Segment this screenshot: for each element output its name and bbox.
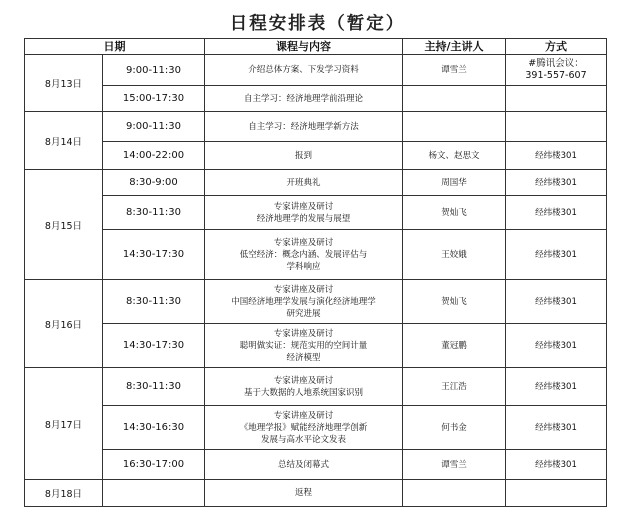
- content-line: 专家讲座及研讨: [273, 201, 334, 212]
- content-line: 返程: [294, 488, 312, 498]
- mode-line: 经纬楼301: [535, 207, 577, 218]
- content-cell: [205, 86, 403, 112]
- content-cell: [205, 368, 403, 406]
- time-cell: 8:30-11:30: [103, 368, 205, 406]
- mode-cell: [506, 324, 607, 368]
- content-cell: [205, 170, 403, 196]
- mode-cell: [506, 450, 607, 480]
- content-cell: [205, 480, 403, 507]
- mode-line: 经纬楼301: [535, 177, 577, 188]
- header-mode: 方式: [506, 39, 607, 55]
- host-cell: [403, 480, 506, 507]
- mode-cell: [506, 142, 607, 170]
- table-row: [25, 170, 607, 196]
- content-cell: [205, 142, 403, 170]
- table-row: [25, 55, 607, 86]
- time-cell: 14:30-17:30: [103, 324, 205, 368]
- time-cell: 16:30-17:00: [103, 450, 205, 480]
- schedule-table: [24, 38, 607, 507]
- date-cell: 8月17日: [25, 368, 103, 480]
- host-cell: 谭雪兰: [403, 450, 506, 480]
- content-cell: [205, 406, 403, 450]
- host-cell: [403, 112, 506, 142]
- content-line: 介绍总体方案、下发学习资料: [248, 65, 359, 75]
- content-line: 经济模型: [286, 352, 321, 363]
- host-cell: [403, 86, 506, 112]
- content-cell: [205, 112, 403, 142]
- header-content: 课程与内容: [205, 39, 403, 55]
- content-line: 专家讲座及研讨: [273, 237, 334, 248]
- mode-line: 经纬楼301: [535, 340, 577, 351]
- content-line: 研究进展: [286, 308, 321, 319]
- content-line: 自主学习：经济地理学新方法: [248, 121, 359, 132]
- schedule-body: [25, 55, 607, 507]
- date-cell: 8月18日: [25, 480, 103, 507]
- table-row: [25, 230, 607, 280]
- content-cell: [205, 196, 403, 230]
- time-cell: 14:30-17:30: [103, 230, 205, 280]
- content-line: 《地理学报》赋能经济地理学创新: [239, 422, 368, 433]
- content-line: 自主学习：经济地理学前沿理论: [243, 93, 363, 104]
- host-cell: 周国华: [403, 170, 506, 196]
- content-line: 学科响应: [286, 261, 321, 272]
- host-cell: 王江浩: [403, 368, 506, 406]
- table-row: [25, 480, 607, 507]
- page-title: 日程安排表（暂定）: [229, 14, 406, 34]
- mode-cell: [506, 368, 607, 406]
- date-cell: 8月15日: [25, 170, 103, 280]
- time-cell: 9:00-11:30: [103, 112, 205, 142]
- mode-cell: [506, 196, 607, 230]
- table-row: [25, 142, 607, 170]
- content-line: 低空经济：概念内涵、发展评估与: [239, 249, 368, 260]
- table-row: [25, 324, 607, 368]
- mode-line: 经纬楼301: [535, 422, 577, 433]
- table-row: [25, 368, 607, 406]
- content-line: 专家讲座及研讨: [273, 328, 334, 339]
- header-row: [25, 39, 607, 55]
- time-cell: 8:30-9:00: [103, 170, 205, 196]
- host-cell: 谭雪兰: [403, 55, 506, 86]
- time-cell: 14:30-16:30: [103, 406, 205, 450]
- time-cell: [103, 480, 205, 507]
- mode-line: 经纬楼301: [535, 296, 577, 307]
- content-line: 开班典礼: [286, 177, 321, 188]
- header-date: 日期: [25, 39, 205, 55]
- host-cell: 贺灿飞: [403, 196, 506, 230]
- content-line: 基于大数据的人地系统国家识别: [243, 387, 363, 398]
- mode-cell: [506, 86, 607, 112]
- mode-line: 经纬楼301: [535, 459, 577, 470]
- content-line: 中国经济地理学发展与演化经济地理学: [231, 296, 376, 307]
- host-cell: 王姣娥: [403, 230, 506, 280]
- table-row: [25, 280, 607, 324]
- mode-cell: [506, 55, 607, 86]
- content-line: 专家讲座及研讨: [273, 284, 334, 295]
- content-line: 专家讲座及研讨: [273, 410, 334, 421]
- content-cell: [205, 55, 403, 86]
- table-row: [25, 112, 607, 142]
- time-cell: 9:00-11:30: [103, 55, 205, 86]
- table-row: [25, 450, 607, 480]
- mode-line: 391-557-607: [525, 70, 587, 81]
- host-cell: 何书金: [403, 406, 506, 450]
- content-line: 聪明做实证：规范实用的空间计量: [239, 340, 368, 351]
- mode-cell: [506, 170, 607, 196]
- table-row: [25, 86, 607, 112]
- table-row: [25, 196, 607, 230]
- content-cell: [205, 450, 403, 480]
- date-cell: 8月16日: [25, 280, 103, 368]
- date-cell: 8月13日: [25, 55, 103, 112]
- mode-line: 经纬楼301: [535, 381, 577, 392]
- content-cell: [205, 324, 403, 368]
- time-cell: 15:00-17:30: [103, 86, 205, 112]
- mode-cell: [506, 280, 607, 324]
- host-cell: 杨文、赵思文: [403, 142, 506, 170]
- mode-line: #腾讯会议：: [528, 58, 584, 69]
- time-cell: 8:30-11:30: [103, 196, 205, 230]
- content-cell: [205, 280, 403, 324]
- mode-cell: [506, 230, 607, 280]
- content-line: 专家讲座及研讨: [273, 375, 334, 386]
- content-line: 总结及闭幕式: [277, 459, 329, 470]
- content-line: 发展与高水平论文发表: [260, 434, 346, 445]
- content-line: 报到: [294, 150, 312, 161]
- time-cell: 14:00-22:00: [103, 142, 205, 170]
- time-cell: 8:30-11:30: [103, 280, 205, 324]
- header-host: 主持/主讲人: [403, 39, 506, 55]
- mode-cell: [506, 406, 607, 450]
- content-line: 经济地理学的发展与展望: [256, 213, 351, 224]
- content-cell: [205, 230, 403, 280]
- table-row: [25, 406, 607, 450]
- mode-line: 经纬楼301: [535, 150, 577, 161]
- mode-line: 经纬楼301: [535, 249, 577, 260]
- host-cell: 董冠鹏: [403, 324, 506, 368]
- mode-cell: [506, 480, 607, 507]
- date-cell: 8月14日: [25, 112, 103, 170]
- mode-cell: [506, 112, 607, 142]
- host-cell: 贺灿飞: [403, 280, 506, 324]
